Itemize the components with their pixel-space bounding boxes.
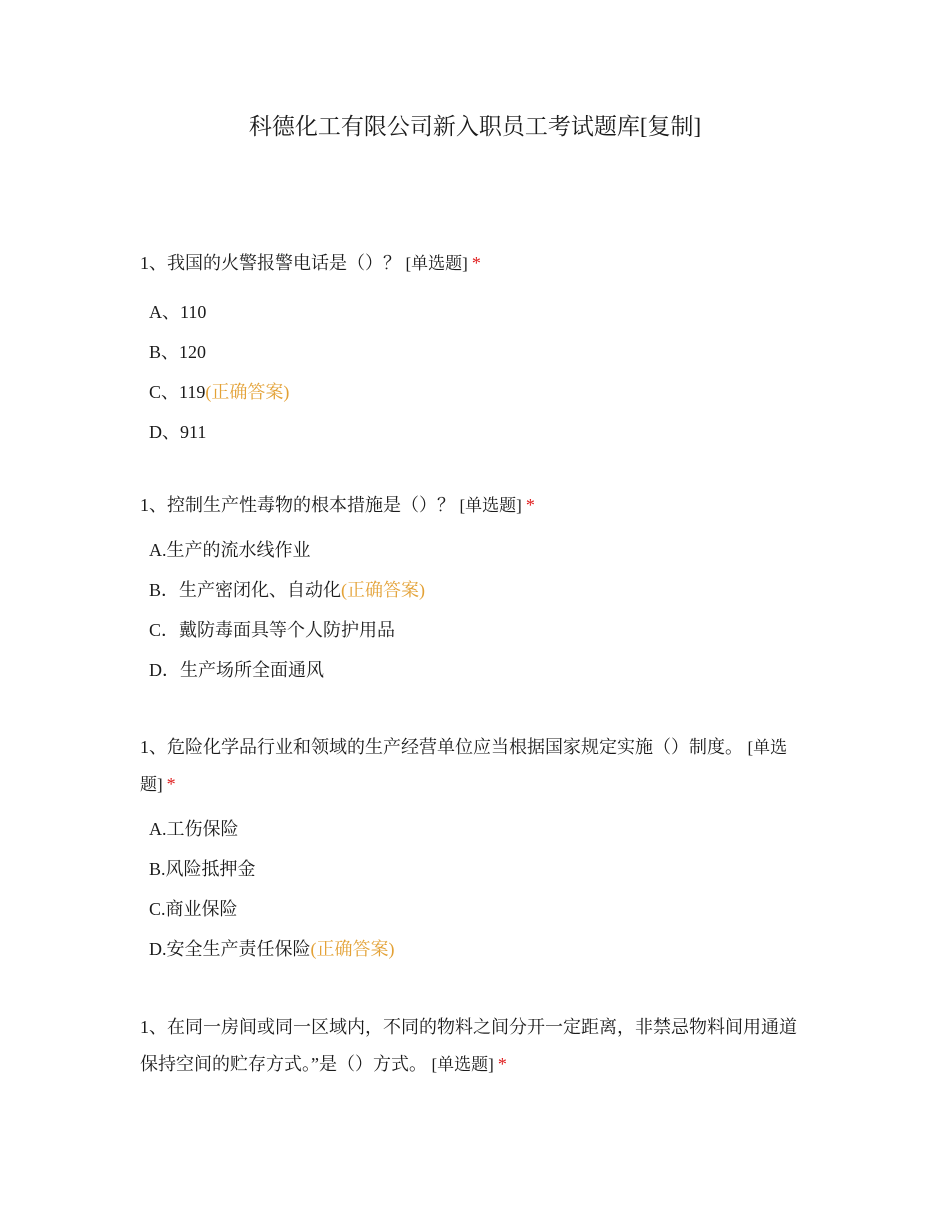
question-text bbox=[140, 1009, 810, 1083]
option-item bbox=[149, 610, 810, 650]
question-stem: 1、在同一房间或同一区域内，不同的物料之间分开一定距离，非禁忌物料间用通道保持空间的贮存方式。”是（）方式。 bbox=[140, 1017, 797, 1074]
option-label: D．生产场所全面通风 bbox=[149, 660, 324, 680]
option-item bbox=[149, 929, 810, 969]
option-label: B.风险抵押金 bbox=[149, 859, 256, 879]
option-list bbox=[140, 530, 810, 690]
question-4 bbox=[140, 1009, 810, 1083]
option-label: C．戴防毒面具等个人防护用品 bbox=[149, 620, 396, 640]
option-item bbox=[149, 332, 810, 372]
option-item bbox=[149, 849, 810, 889]
option-label: A.工伤保险 bbox=[149, 819, 239, 839]
option-item bbox=[149, 809, 810, 849]
question-type: [单选题] bbox=[140, 738, 788, 794]
required-mark: * bbox=[525, 495, 535, 515]
correct-answer-tag: (正确答案) bbox=[341, 580, 426, 600]
option-label: A、110 bbox=[149, 302, 207, 322]
required-mark: * bbox=[166, 774, 176, 794]
question-text bbox=[140, 245, 810, 282]
question-type: [单选题] bbox=[405, 254, 468, 273]
option-item bbox=[149, 650, 810, 690]
question-1 bbox=[140, 245, 810, 452]
question-stem: 1、我国的火警报警电话是（）？ bbox=[140, 253, 401, 273]
required-mark: * bbox=[497, 1054, 507, 1074]
option-item bbox=[149, 292, 810, 332]
option-item bbox=[149, 412, 810, 452]
option-label: C、119 bbox=[149, 382, 206, 402]
question-text bbox=[140, 729, 810, 803]
option-item bbox=[149, 530, 810, 570]
option-label: B．生产密闭化、自动化 bbox=[149, 580, 342, 600]
option-item bbox=[149, 889, 810, 929]
option-list bbox=[140, 292, 810, 452]
question-text bbox=[140, 487, 810, 524]
page-title: 科德化工有限公司新入职员工考试题库[复制] bbox=[248, 114, 702, 139]
question-3 bbox=[140, 729, 810, 969]
required-mark: * bbox=[471, 253, 481, 273]
option-label: D.安全生产责任保险 bbox=[149, 939, 311, 959]
option-label: D、911 bbox=[149, 422, 207, 442]
correct-answer-tag: (正确答案) bbox=[205, 382, 290, 402]
question-type: [单选题] bbox=[459, 496, 522, 515]
option-label: C.商业保险 bbox=[149, 899, 238, 919]
question-stem: 1、危险化学品行业和领域的生产经营单位应当根据国家规定实施（）制度。 bbox=[140, 737, 743, 757]
option-list bbox=[140, 809, 810, 969]
question-stem: 1、控制生产性毒物的根本措施是（）？ bbox=[140, 495, 455, 515]
question-2 bbox=[140, 487, 810, 690]
option-item bbox=[149, 570, 810, 610]
option-item bbox=[149, 372, 810, 412]
option-label: A.生产的流水线作业 bbox=[149, 540, 311, 560]
correct-answer-tag: (正确答案) bbox=[310, 939, 395, 959]
question-type: [单选题] bbox=[431, 1055, 494, 1074]
option-label: B、120 bbox=[149, 342, 207, 362]
